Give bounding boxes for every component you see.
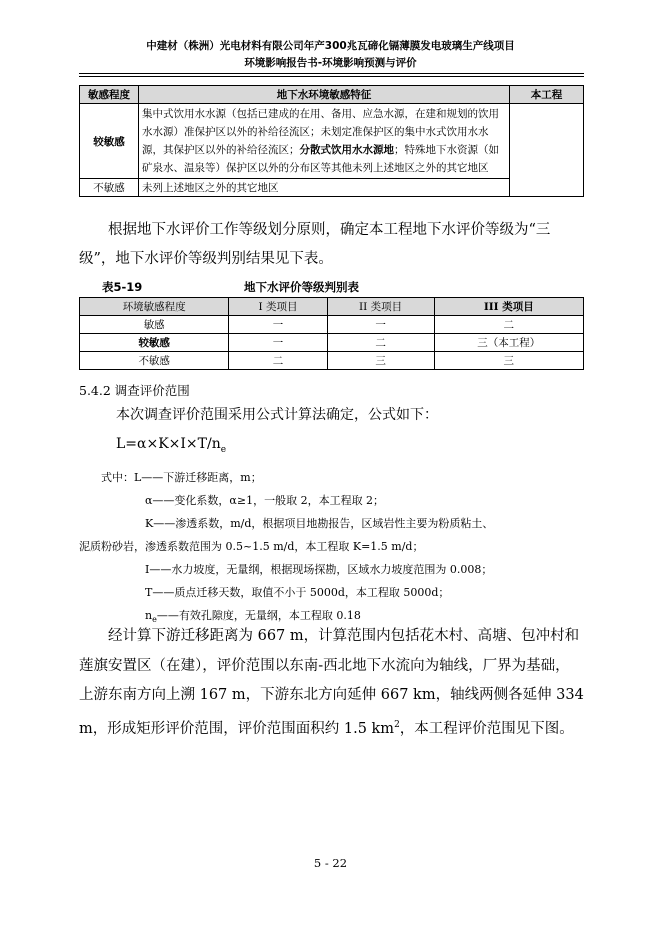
table-cell: 一 bbox=[327, 316, 434, 334]
grade-table bbox=[79, 297, 584, 370]
formula-subscript: e bbox=[220, 444, 227, 455]
table-cell: 三 bbox=[434, 352, 583, 370]
table-header-cell: 本工程 bbox=[510, 86, 584, 104]
table-header-row bbox=[80, 86, 584, 104]
table-cell: 不敏感 bbox=[80, 352, 229, 370]
table-cell: 三（本工程） bbox=[434, 334, 583, 352]
header-rule bbox=[79, 73, 584, 74]
table-header-cell: 地下水环境敏感特征 bbox=[139, 86, 510, 104]
definition-line: T——质点迁移天数，取值不小于 5000d，本工程取 5000d； bbox=[145, 586, 450, 599]
definition-line: 式中：L——下游迁移距离，m； bbox=[101, 471, 262, 484]
definition-line: K——渗透系数，m/d，根据项目地勘报告，区域岩性主要为粉质粘土、 bbox=[145, 517, 494, 530]
superscript: 2 bbox=[394, 719, 400, 730]
paragraph-text: 经计算下游迁移距离为 667 m，计算范围内包括花木村、高塘、包冲村和莲旗安置区（在建），评价范围以东南-西北地下水流向为轴线，厂界为基础，上游东南方向上溯 167 m，下游东北方向延伸 667 km，轴线两侧各延伸 334 m，形成矩形评价范围，评价范围面积约 1.5 km bbox=[79, 628, 584, 737]
table-cell bbox=[139, 104, 510, 179]
table-cell: 较敏感 bbox=[80, 104, 139, 179]
definition-line: I——水力坡度，无量纲，根据现场探勘，区域水力坡度范围为 0.008； bbox=[145, 563, 493, 576]
sensitivity-table bbox=[79, 85, 584, 197]
definition-line: α——变化系数，α≥1，一般取 2，本工程取 2； bbox=[145, 494, 385, 507]
table-cell: 敏感 bbox=[80, 316, 229, 334]
paragraph: 本次调查评价范围采用公式计算法确定，公式如下： bbox=[116, 407, 438, 423]
table-header-cell: I 类项目 bbox=[229, 298, 327, 316]
section-heading: 5.4.2 调查评价范围 bbox=[79, 383, 190, 398]
definition-symbol: n bbox=[145, 609, 153, 622]
page-number: 5 - 22 bbox=[313, 856, 348, 870]
table-row bbox=[80, 352, 584, 370]
paragraph-text: ，本工程评价范围见下图。 bbox=[399, 720, 574, 737]
formula bbox=[116, 436, 226, 455]
table-cell: 一 bbox=[229, 334, 327, 352]
table-row bbox=[80, 316, 584, 334]
table-caption-number: 表5-19 bbox=[102, 280, 143, 294]
table-cell: 二 bbox=[434, 316, 583, 334]
table-cell: 一 bbox=[229, 316, 327, 334]
table-row bbox=[80, 334, 584, 352]
cell-text-bold: 分散式饮用水水源地 bbox=[299, 144, 394, 156]
paragraph: 根据地下水评价工作等级划分原则，确定本工程地下水评价等级为“三级”，地下水评价等级判别结果见下表。 bbox=[79, 222, 551, 267]
formula-main: L=α×K×I×T/n bbox=[116, 436, 221, 452]
table-cell: 二 bbox=[327, 334, 434, 352]
cell-text: ；特殊地下水资源（如矿泉水、温泉等）保护区以外的分布区等其他未列上述地区之外的其它地区 bbox=[142, 144, 499, 174]
table-caption-title: 地下水评价等级判别表 bbox=[244, 280, 359, 294]
definition-line: 泥质粉砂岩，渗透系数范围为 0.5~1.5 m/d，本工程取 K=1.5 m/d； bbox=[79, 540, 424, 553]
table-header-cell: III 类项目 bbox=[434, 298, 583, 316]
table-row bbox=[80, 104, 584, 179]
table-cell: 未列上述地区之外的其它地区 bbox=[139, 179, 510, 197]
table-cell: 较敏感 bbox=[80, 334, 229, 352]
paragraph bbox=[79, 622, 584, 744]
table-cell: 三 bbox=[327, 352, 434, 370]
definition-text: ——有效孔隙度，无量纲，本工程取 0.18 bbox=[156, 609, 361, 622]
cell-text: 集中式饮用水水源（包括已建成的在用、备用、应急水源，在建和规划的饮用水水源）准保护区以外的补给径流区；未划定准保护区的集中水式饮用水水源，其保护区以外的补给径流区； bbox=[142, 108, 499, 156]
table-cell bbox=[510, 104, 584, 197]
table-row bbox=[80, 179, 584, 197]
table-header-cell: 环境敏感程度 bbox=[80, 298, 229, 316]
header-subtitle: 环境影响报告书-环境影响预测与评价 bbox=[244, 57, 417, 69]
header-rule-thin bbox=[79, 76, 584, 77]
definition-subscript: e bbox=[152, 615, 157, 625]
table-cell: 不敏感 bbox=[80, 179, 139, 197]
table-header-cell: II 类项目 bbox=[327, 298, 434, 316]
table-header-cell: 敏感程度 bbox=[80, 86, 139, 104]
header-title: 中建材（株洲）光电材料有限公司年产300兆瓦碲化镉薄膜发电玻璃生产线项目 bbox=[146, 40, 515, 52]
table-header-row bbox=[80, 298, 584, 316]
table-cell: 二 bbox=[229, 352, 327, 370]
formula-definitions bbox=[79, 466, 494, 631]
